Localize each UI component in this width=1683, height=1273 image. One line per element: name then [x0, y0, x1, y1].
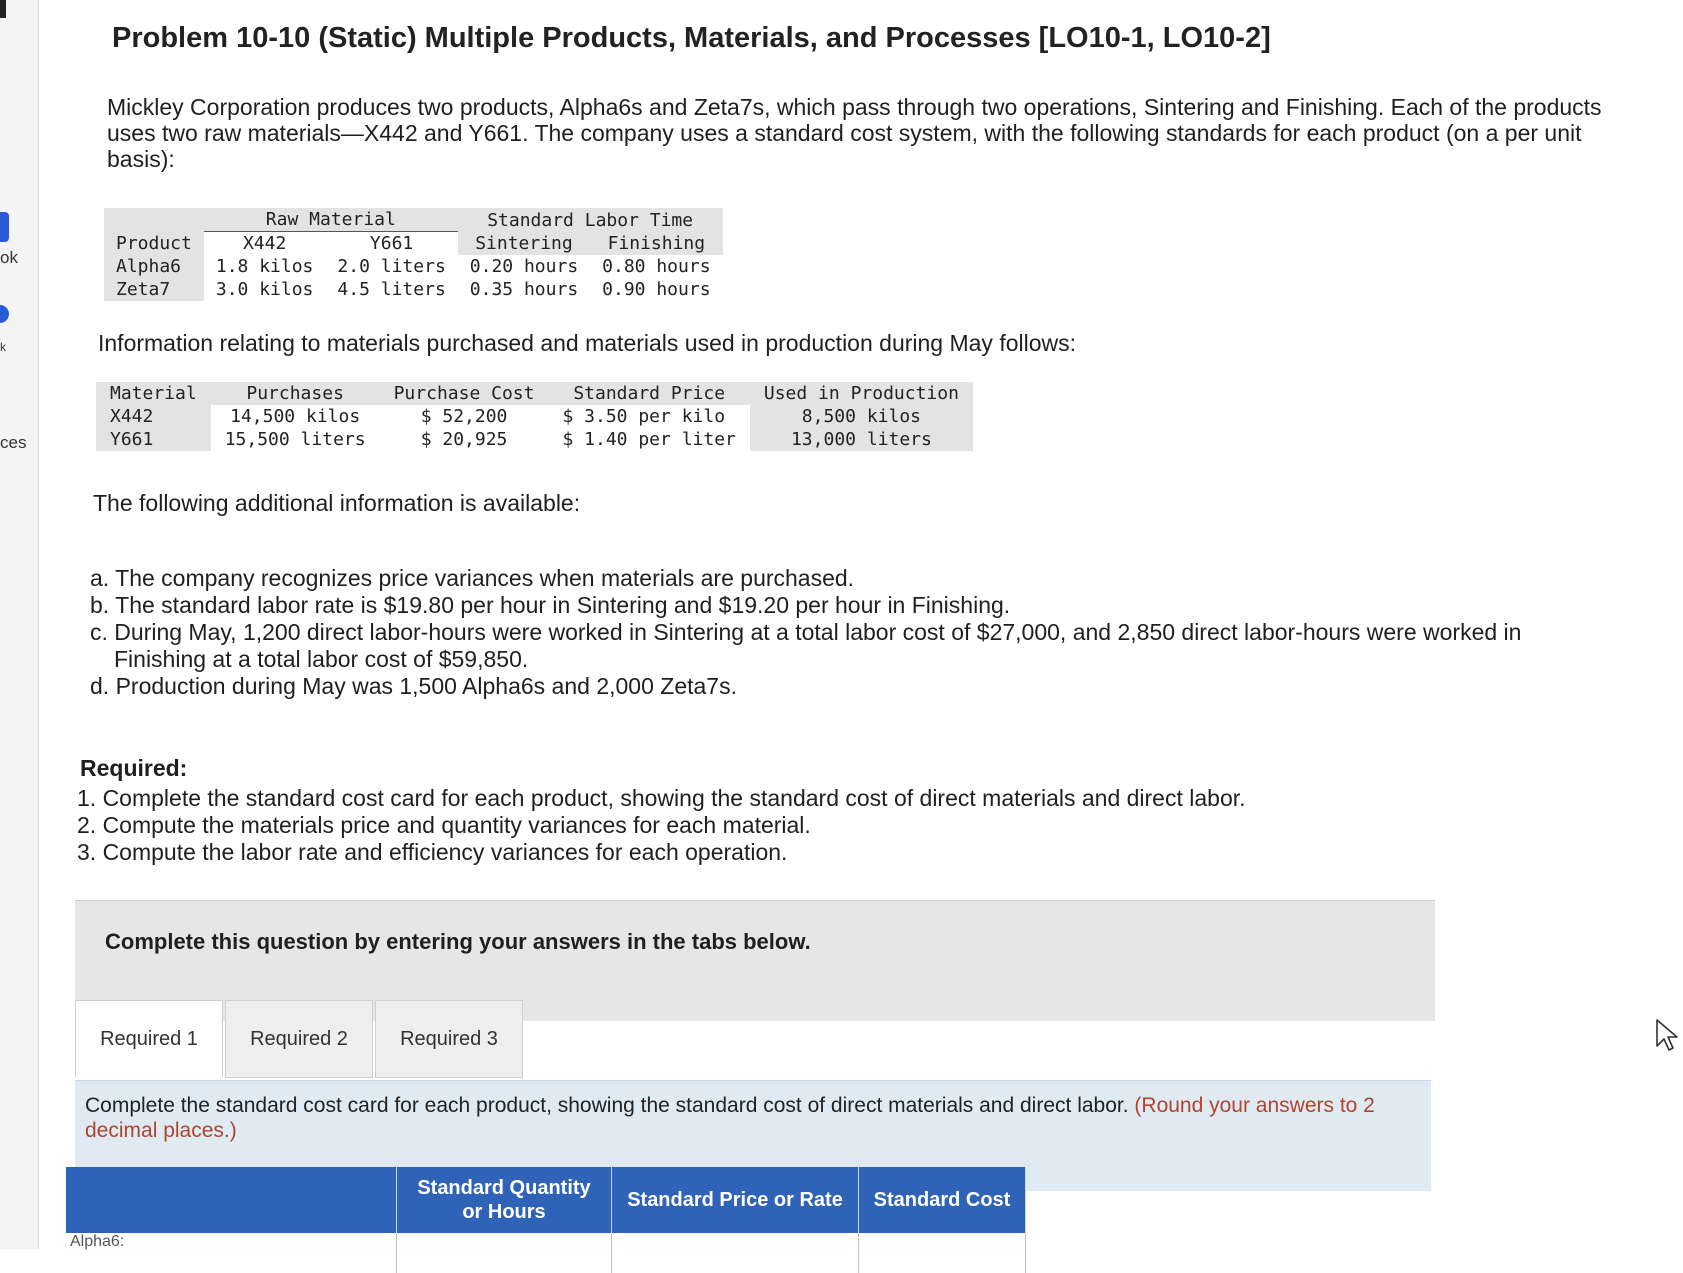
problem-title: Problem 10-10 (Static) Multiple Products, Materials, and Processes [LO10-1, LO10-2] [112, 22, 1271, 54]
complete-question-text: Complete this question by entering your answers in the tabs below. [105, 929, 811, 954]
x442-cell: 3.0 kilos [215, 279, 314, 300]
x442-column-header: X442 [242, 233, 287, 254]
mouse-pointer-icon [1655, 1018, 1679, 1052]
standard-price-column-header: Standard Price [573, 383, 726, 404]
required-tabs [75, 1000, 525, 1078]
problem-intro: Mickley Corporation produces two products, Alpha6s and Zeta7s, which pass through two operations, Sintering and Finishing. Each of the products uses two raw materials—X442 and Y661. The company uses a standard cost system, with the following standards for each product (on a per unit basis): [107, 94, 1602, 172]
finishing-cell: 0.80 hours [602, 256, 711, 277]
table-row [104, 255, 723, 278]
purchase-cost-cell: $ 52,200 [420, 406, 508, 427]
standards-table [104, 208, 723, 301]
sintering-column-header: Sintering [458, 232, 590, 256]
sintering-cell: 0.35 hours [469, 279, 579, 300]
list-item: b. The standard labor rate is $19.80 per hour in Sintering and $19.20 per hour in Finishing. [90, 592, 1011, 618]
required-list [77, 785, 1577, 866]
used-in-production-cell: 8,500 kilos [750, 405, 973, 428]
purchase-cost-cell: $ 20,925 [420, 429, 508, 450]
instructions-text [85, 1093, 1415, 1143]
y661-column-header: Y661 [369, 233, 414, 254]
list-item: 1. Complete the standard cost card for each product, showing the standard cost of direct materials and direct labor. [77, 785, 1246, 811]
instructions-rounding-note: (Round your answers to 2 decimal places.) [85, 1094, 1375, 1142]
sidebar-top-marker [0, 0, 6, 18]
sidebar-active-marker [0, 212, 9, 242]
tab-required-1[interactable]: Required 1 [75, 1000, 223, 1078]
tab-required-3[interactable]: Required 3 [375, 1000, 523, 1078]
standard-price-cell: $ 1.40 per liter [562, 429, 736, 450]
finishing-cell: 0.90 hours [602, 279, 711, 300]
list-item: d. Production during May was 1,500 Alpha6s and 2,000 Zeta7s. [90, 673, 737, 699]
additional-info-list [90, 565, 1590, 700]
sidebar-item-fragment[interactable]: k [0, 340, 6, 354]
table-row [96, 428, 973, 451]
x442-cell: 1.8 kilos [215, 256, 314, 277]
y661-cell: 2.0 liters [337, 256, 446, 277]
material-cell: X442 [96, 405, 211, 428]
labor-time-header: Standard Labor Time [458, 208, 723, 232]
used-in-production-cell: 13,000 liters [750, 428, 973, 451]
standard-cost-header: Standard Cost [859, 1167, 1026, 1233]
left-sidebar [0, 0, 39, 1249]
material-cell: Y661 [96, 428, 211, 451]
materials-table [96, 382, 973, 451]
material-column-header: Material [110, 383, 197, 404]
finishing-column-header: Finishing [590, 232, 722, 256]
list-item: 2. Compute the materials price and quantity variances for each material. [77, 812, 811, 838]
cost-card-blank-header [66, 1167, 397, 1233]
standard-price-header: Standard Price or Rate [612, 1167, 859, 1233]
product-cell: Alpha6 [104, 255, 204, 278]
product-column-header: Product [104, 232, 204, 256]
purchases-cell: 14,500 kilos [230, 406, 361, 427]
materials-info-intro: Information relating to materials purchased and materials used in production during May follows: [98, 330, 1077, 356]
y661-cell: 4.5 liters [337, 279, 446, 300]
additional-info-intro: The following additional information is available: [93, 490, 581, 516]
standard-cost-input[interactable] [859, 1233, 1026, 1273]
sidebar-item-fragment[interactable]: ok [0, 248, 18, 267]
purchases-column-header: Purchases [246, 383, 344, 404]
table-row [104, 278, 723, 301]
standard-quantity-input[interactable] [397, 1233, 612, 1273]
sidebar-dot-marker [0, 305, 9, 323]
purchase-cost-column-header: Purchase Cost [393, 383, 535, 404]
purchases-cell: 15,500 liters [224, 429, 366, 450]
list-item: c. During May, 1,200 direct labor-hours were worked in Sintering at a total labor cost of $27,000, and 2,850 direct labor-hours were worked in Finishing at a total labor cost of $59,850. [90, 619, 1522, 672]
standard-price-input[interactable] [612, 1233, 859, 1273]
table-row [96, 405, 973, 428]
product-cell: Zeta7 [104, 278, 204, 301]
raw-material-header: Raw Material [204, 208, 458, 232]
standard-quantity-header: Standard Quantity or Hours [397, 1167, 612, 1233]
used-in-production-column-header: Used in Production [763, 383, 959, 404]
list-item: 3. Compute the labor rate and efficiency variances for each operation. [77, 839, 788, 865]
alpha6-row-label: Alpha6: [66, 1233, 397, 1273]
required-heading: Required: [80, 755, 188, 781]
sidebar-item-fragment[interactable]: ces [0, 433, 27, 452]
instructions-main: Complete the standard cost card for each product, showing the standard cost of direct materials and direct labor. [85, 1094, 1129, 1117]
table-row [66, 1233, 1026, 1273]
list-item: a. The company recognizes price variances when materials are purchased. [90, 565, 855, 591]
standard-price-cell: $ 3.50 per kilo [562, 406, 726, 427]
standard-cost-card-table [66, 1167, 1026, 1273]
tab-required-2[interactable]: Required 2 [225, 1000, 373, 1078]
sintering-cell: 0.20 hours [469, 256, 579, 277]
standards-blank-header [104, 208, 204, 232]
